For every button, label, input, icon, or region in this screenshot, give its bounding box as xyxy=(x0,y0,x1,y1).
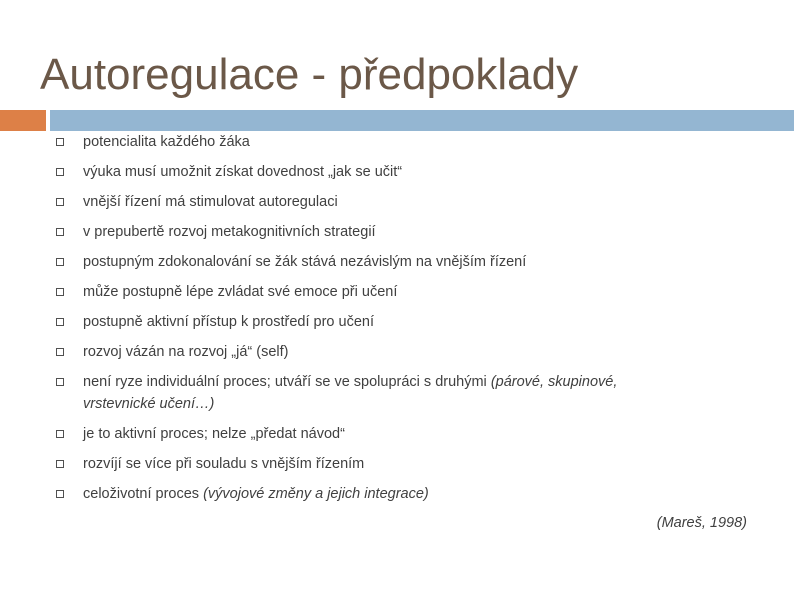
square-bullet-icon xyxy=(56,258,64,266)
square-bullet-icon xyxy=(56,378,64,386)
square-bullet-icon xyxy=(56,288,64,296)
bullet-item xyxy=(56,371,676,415)
bullet-text: celoživotní proces xyxy=(83,486,200,502)
bullet-item xyxy=(56,453,746,475)
bullet-text: postupně aktivní přístup k prostředí pro učení xyxy=(83,314,374,330)
bullet-item xyxy=(56,131,746,153)
bullet-text: v prepubertě rozvoj metakognitivních strategií xyxy=(83,224,376,240)
bullet-item xyxy=(56,311,746,333)
square-bullet-icon xyxy=(56,348,64,356)
square-bullet-icon xyxy=(56,460,64,468)
bullet-text: vnější řízení má stimulovat autoregulaci xyxy=(83,194,338,210)
title-accent-bar xyxy=(0,110,46,131)
bullet-text: rozvíjí se více při souladu s vnějším řízením xyxy=(83,456,365,472)
square-bullet-icon xyxy=(56,490,64,498)
square-bullet-icon xyxy=(56,228,64,236)
bullet-item xyxy=(56,191,746,213)
bullet-italic-text: (párové, skupinové, vrstevnické učení…) xyxy=(83,374,618,412)
square-bullet-icon xyxy=(56,168,64,176)
bullet-text: rozvoj vázán na rozvoj „já“ (self) xyxy=(83,344,289,360)
title-underline-bar xyxy=(50,110,794,131)
square-bullet-icon xyxy=(56,198,64,206)
bullet-item xyxy=(56,251,746,273)
bullet-text: výuka musí umožnit získat dovednost „jak se učit“ xyxy=(83,164,403,180)
bullet-item xyxy=(56,341,746,363)
bullet-text: není ryze individuální proces; utváří se ve spolupráci s druhými xyxy=(83,374,487,390)
bullet-item xyxy=(56,221,746,243)
bullet-text: může postupně lépe zvládat své emoce při učení xyxy=(83,284,398,300)
bullet-item xyxy=(56,161,746,183)
square-bullet-icon xyxy=(56,318,64,326)
bullet-text: potencialita každého žáka xyxy=(83,134,250,150)
slide-title: Autoregulace - předpoklady xyxy=(40,50,579,99)
citation: (Mareš, 1998) xyxy=(656,515,747,531)
bullet-item xyxy=(56,281,746,303)
bullet-text: je to aktivní proces; nelze „předat návod“ xyxy=(83,426,345,442)
square-bullet-icon xyxy=(56,430,64,438)
square-bullet-icon xyxy=(56,138,64,146)
bullet-item xyxy=(56,423,746,445)
bullet-italic-text: (vývojové změny a jejich integrace) xyxy=(203,486,429,502)
bullet-text: postupným zdokonalování se žák stává nezávislým na vnějším řízení xyxy=(83,254,527,270)
bullet-item xyxy=(56,483,746,505)
